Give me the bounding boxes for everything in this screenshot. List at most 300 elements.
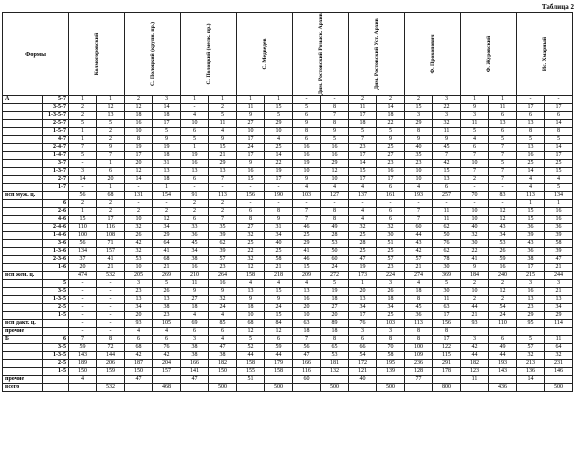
table-cell [349,384,377,392]
table-cell: 108 [97,232,125,240]
table-cell: 6 [209,328,237,336]
table-cell: 40 [461,224,489,232]
table-cell: 15 [405,104,433,112]
table-cell: 15 [545,168,573,176]
table-cell: 264 [209,272,237,280]
table-cell: 224 [377,272,405,280]
table-cell: 46 [293,256,321,264]
table-cell: 7 [489,168,517,176]
table-cell: 436 [489,384,517,392]
table-cell: 2 [181,200,209,208]
table-cell: 30 [461,240,489,248]
table-cell: 13 [517,120,545,128]
row-label [3,360,43,368]
table-cell: 60 [321,256,349,264]
row-label [3,352,43,360]
table-cell: 10 [125,216,153,224]
table-cell: 38 [209,352,237,360]
table-cell: 10 [181,120,209,128]
table-cell: 1 [97,184,125,192]
table-cell: 10 [293,312,321,320]
table-cell: 32 [125,224,153,232]
table-cell: - [69,288,97,296]
table-cell: 6 [181,176,209,184]
table-row [3,360,580,368]
table-cell: 9 [265,216,293,224]
table-cell: 11 [461,376,489,384]
table-row [3,136,580,144]
table-cell: 4 [405,184,433,192]
table-cell: 5 [545,136,573,144]
table-cell: 58 [265,256,293,264]
table-cell: 1 [545,200,573,208]
table-cell: 70 [461,192,489,200]
table-cell: 6 [461,144,489,152]
table-cell: 18 [377,112,405,120]
table-cell: 17 [97,216,125,224]
table-cell: 42 [153,352,181,360]
table-cell: 4 [405,280,433,288]
table-cell: 4 [517,176,545,184]
table-cell: 134 [545,192,573,200]
table-cell [209,376,237,384]
table-cell: 68 [237,320,265,328]
table-cell: 34 [349,304,377,312]
table-cell: 31 [153,160,181,168]
table-row [3,296,580,304]
table-cell: 12 [265,328,293,336]
table-cell: 13 [517,144,545,152]
table-cell: 4 [209,312,237,320]
table-cell: 103 [377,320,405,328]
table-cell: 17 [433,336,461,344]
table-row [3,384,580,392]
table-cell: 43 [405,240,433,248]
table-cell: 2 [209,208,237,216]
table-cell: 29 [545,312,573,320]
table-cell: 157 [153,368,181,376]
table-cell: 2 [461,176,489,184]
table-cell: - [545,96,573,104]
table-cell: - [69,296,97,304]
table-cell: 2 [209,104,237,112]
table-cell: 26 [489,248,517,256]
table-row [3,344,580,352]
table-cell: 7 [489,144,517,152]
row-form-code [43,328,69,336]
table-cell: 29 [265,120,293,128]
table-cell: 42 [405,248,433,256]
table-cell: 59 [489,256,517,264]
column-header: Колмогоровский [69,13,125,96]
row-form-code: 2-6 [43,208,69,216]
row-form-code: 4-6 [43,216,69,224]
table-cell: 53 [321,352,349,360]
table-cell: 10 [293,168,321,176]
table-cell: 95 [517,320,545,328]
table-cell: 11 [433,208,461,216]
table-cell: 8 [321,216,349,224]
table-cell: 123 [461,368,489,376]
table-cell: 9 [433,136,461,144]
table-cell: 22 [377,120,405,128]
table-cell: 22 [265,160,293,168]
table-cell: 36 [405,312,433,320]
table-cell: 16 [181,264,209,272]
table-cell: 3 [349,328,377,336]
row-form-code: 2-7 [43,176,69,184]
table-row [3,240,580,248]
table-cell: 24 [489,312,517,320]
table-cell: 13 [153,168,181,176]
table-cell: 1 [153,184,181,192]
table-cell: 64 [545,344,573,352]
table-cell [545,328,573,336]
table-cell: 14 [265,152,293,160]
table-row [3,312,580,320]
table-cell: 32 [349,224,377,232]
table-cell: 23 [517,304,545,312]
table-cell: 77 [405,376,433,384]
table-cell: 6 [489,128,517,136]
table-cell: 23 [125,288,153,296]
table-cell: 47 [125,376,153,384]
table-cell: 2 [97,136,125,144]
table-cell [125,384,153,392]
table-cell: 12 [489,288,517,296]
table-row [3,288,580,296]
row-form-code: 1-7 [43,184,69,192]
row-label [3,232,43,240]
table-cell: 38 [153,304,181,312]
table-cell: 29 [209,160,237,168]
table-cell: 6 [153,336,181,344]
table-cell: 38 [181,256,209,264]
table-cell: - [125,200,153,208]
table-cell: 213 [517,360,545,368]
table-cell: 25 [517,160,545,168]
table-cell: 41 [293,248,321,256]
table-cell: 17 [377,176,405,184]
table-cell: - [97,312,125,320]
table-cell: 17 [349,176,377,184]
table-cell: - [69,184,97,192]
table-cell: 18 [181,304,209,312]
table-cell: 7 [69,144,97,152]
table-cell: - [321,200,349,208]
table-cell: 35 [209,224,237,232]
table-cell: 10 [237,128,265,136]
table-cell: 12 [125,168,153,176]
table-cell: 6 [181,128,209,136]
table-cell: 468 [153,384,181,392]
table-cell: 182 [209,360,237,368]
table-cell: 18 [153,176,181,184]
table-cell: 34 [125,304,153,312]
table-cell: 2 [97,208,125,216]
table-cell: 62 [433,248,461,256]
table-row [3,200,580,208]
table-cell: 24 [209,304,237,312]
table-cell: 19 [181,152,209,160]
table-cell: 500 [321,384,349,392]
table-cell: 34 [377,304,405,312]
table-cell: 25 [377,312,405,320]
table-cell: 9 [209,288,237,296]
table-cell: 103 [293,192,321,200]
table-cell: 187 [125,360,153,368]
column-header: Дим. Ростовский Уст. Архив [349,13,405,96]
table-cell: 2 [349,96,377,104]
table-cell: 39 [517,232,545,240]
table-cell: 2 [97,128,125,136]
table-cell: 500 [377,384,405,392]
table-cell: 2 [489,280,517,288]
row-form-code [43,320,69,328]
table-cell: 11 [433,296,461,304]
table-cell: 146 [545,368,573,376]
table-cell: 178 [433,368,461,376]
table-cell: 6 [181,216,209,224]
table-cell: 28 [321,232,349,240]
table-cell: 22 [461,248,489,256]
table-cell: 206 [97,360,125,368]
row-form-code [43,192,69,200]
table-cell: 43 [489,224,517,232]
table-cell: 15 [517,216,545,224]
table-cell: 23 [153,312,181,320]
table-cell: 36 [181,232,209,240]
table-row [3,128,580,136]
table-cell: 40 [405,144,433,152]
table-cell: 113 [405,320,433,328]
table-cell: 209 [293,272,321,280]
table-cell: 141 [181,368,209,376]
table-cell: 40 [265,240,293,248]
table-cell: 3 [461,336,489,344]
table-cell: 17 [433,312,461,320]
table-cell: 139 [377,368,405,376]
table-cell [433,376,461,384]
row-label [3,368,43,376]
table-cell: 5 [433,280,461,288]
table-cell: 68 [153,256,181,264]
table-cell: 4 [181,312,209,320]
table-cell: 5 [321,280,349,288]
table-cell: 7 [349,136,377,144]
table-cell: 20 [293,304,321,312]
row-form-code: 3-7 [43,160,69,168]
table-cell: 132 [321,368,349,376]
table-cell: 6 [517,112,545,120]
table-cell: 20 [69,264,97,272]
table-cell: 13 [349,296,377,304]
table-row [3,320,580,328]
table-cell: 12 [153,216,181,224]
row-form-code: 3-6 [43,240,69,248]
table-cell: 43 [517,240,545,248]
table-cell: 18 [293,328,321,336]
table-cell: 17 [237,152,265,160]
table-cell: 32 [377,224,405,232]
row-label [3,160,43,168]
table-cell: 100 [405,344,433,352]
table-cell: 13 [517,296,545,304]
table-row [3,272,580,280]
table-cell: 38 [517,256,545,264]
table-cell: 51 [237,376,265,384]
row-label [3,224,43,232]
table-cell: 2 [209,200,237,208]
table-cell: 134 [69,248,97,256]
row-form-code: 1-6 [43,264,69,272]
table-cell: 29 [517,312,545,320]
table-cell: 1 [97,96,125,104]
table-cell: 240 [489,272,517,280]
table-cell: 6 [237,208,265,216]
table-cell: 25 [377,248,405,256]
table-cell: 20 [125,312,153,320]
row-label [3,168,43,176]
table-cell: 20 [97,176,125,184]
table-cell: 13 [433,176,461,184]
table-cell: 166 [181,360,209,368]
table-cell: 16 [181,160,209,168]
table-cell: 8 [97,336,125,344]
table-cell: 127 [321,192,349,200]
table-cell: 19 [265,168,293,176]
row-form-code: 1-5 [43,368,69,376]
table-cell: 16 [293,152,321,160]
table-cell: 27 [377,152,405,160]
table-cell: 15 [209,144,237,152]
table-cell: 8 [293,128,321,136]
table-cell: 9 [293,176,321,184]
table-cell: 5 [97,120,125,128]
table-cell: 1 [69,136,97,144]
table-cell: 39 [545,232,573,240]
table-cell: 23 [377,160,405,168]
table-row [3,376,580,384]
table-cell: 23 [377,264,405,272]
table-cell: 50 [321,248,349,256]
table-cell: 34 [545,304,573,312]
table-cell: 76 [349,320,377,328]
row-label [3,184,43,192]
table-row [3,256,580,264]
table-cell: 291 [433,360,461,368]
table-cell: 57 [209,256,237,264]
table-cell: 156 [237,192,265,200]
table-cell: 34 [181,248,209,256]
table-cell: - [321,96,349,104]
table-cell: 40 [349,376,377,384]
table-cell: 24 [237,144,265,152]
table-cell: 3 [433,96,461,104]
row-form-code: 5 [43,280,69,288]
table-cell: 25 [545,160,573,168]
table-cell: 8 [321,208,349,216]
table-cell: 45 [405,304,433,312]
table-cell: 8 [433,328,461,336]
row-label [3,288,43,296]
table-cell: 13 [237,288,265,296]
table-cell: 5 [237,336,265,344]
table-cell: 42 [433,160,461,168]
table-cell: 63 [293,320,321,328]
table-cell: - [97,288,125,296]
table-cell: 15 [349,168,377,176]
table-cell: 19 [153,144,181,152]
table-cell: 42 [125,352,153,360]
table-cell: - [97,304,125,312]
table-cell [489,376,517,384]
table-cell: 27 [321,304,349,312]
table-row [3,280,580,288]
table-cell: 18 [405,288,433,296]
table-cell: 5 [265,112,293,120]
table-cell: 44 [461,352,489,360]
table-cell: 4 [69,376,97,384]
table-cell: 19 [125,144,153,152]
table-cell: 85 [209,320,237,328]
table-cell: 1 [237,96,265,104]
table-cell: 84 [265,320,293,328]
table-cell: 2 [69,112,97,120]
table-cell: 32 [433,120,461,128]
table-cell: 3 [433,112,461,120]
table-cell: 1 [517,200,545,208]
row-label [3,344,43,352]
table-cell: 3 [181,336,209,344]
table-cell: 54 [349,352,377,360]
row-label [3,304,43,312]
table-cell: 41 [97,256,125,264]
table-cell: 3 [153,96,181,104]
table-cell: 18 [321,296,349,304]
table-cell: 8 [321,104,349,112]
table-cell: 39 [209,248,237,256]
table-row [3,336,580,344]
table-cell: 29 [153,232,181,240]
table-cell: 9 [461,264,489,272]
table-cell: 156 [433,320,461,328]
table-cell: 166 [293,360,321,368]
table-cell: 7 [69,336,97,344]
table-cell: 11 [349,104,377,112]
table-cell: 15 [265,104,293,112]
table-cell: 16 [377,168,405,176]
table-cell: 8 [237,216,265,224]
row-label [3,152,43,160]
table-cell: 56 [69,240,97,248]
table-cell: 12 [321,168,349,176]
table-cell: 4 [349,208,377,216]
table-cell: 14 [349,160,377,168]
table-cell: - [517,96,545,104]
table-cell: 37 [69,256,97,264]
table-cell: 173 [349,272,377,280]
table-cell: 16 [517,288,545,296]
table-cell: 14 [545,120,573,128]
table-cell: 137 [349,192,377,200]
table-cell: 31 [265,224,293,232]
column-header: С. Полоцкий (крупн. пр.) [125,13,181,96]
table-cell: 4 [349,184,377,192]
table-cell: 10 [461,208,489,216]
row-label [3,176,43,184]
forms-header: Формы [3,13,69,96]
